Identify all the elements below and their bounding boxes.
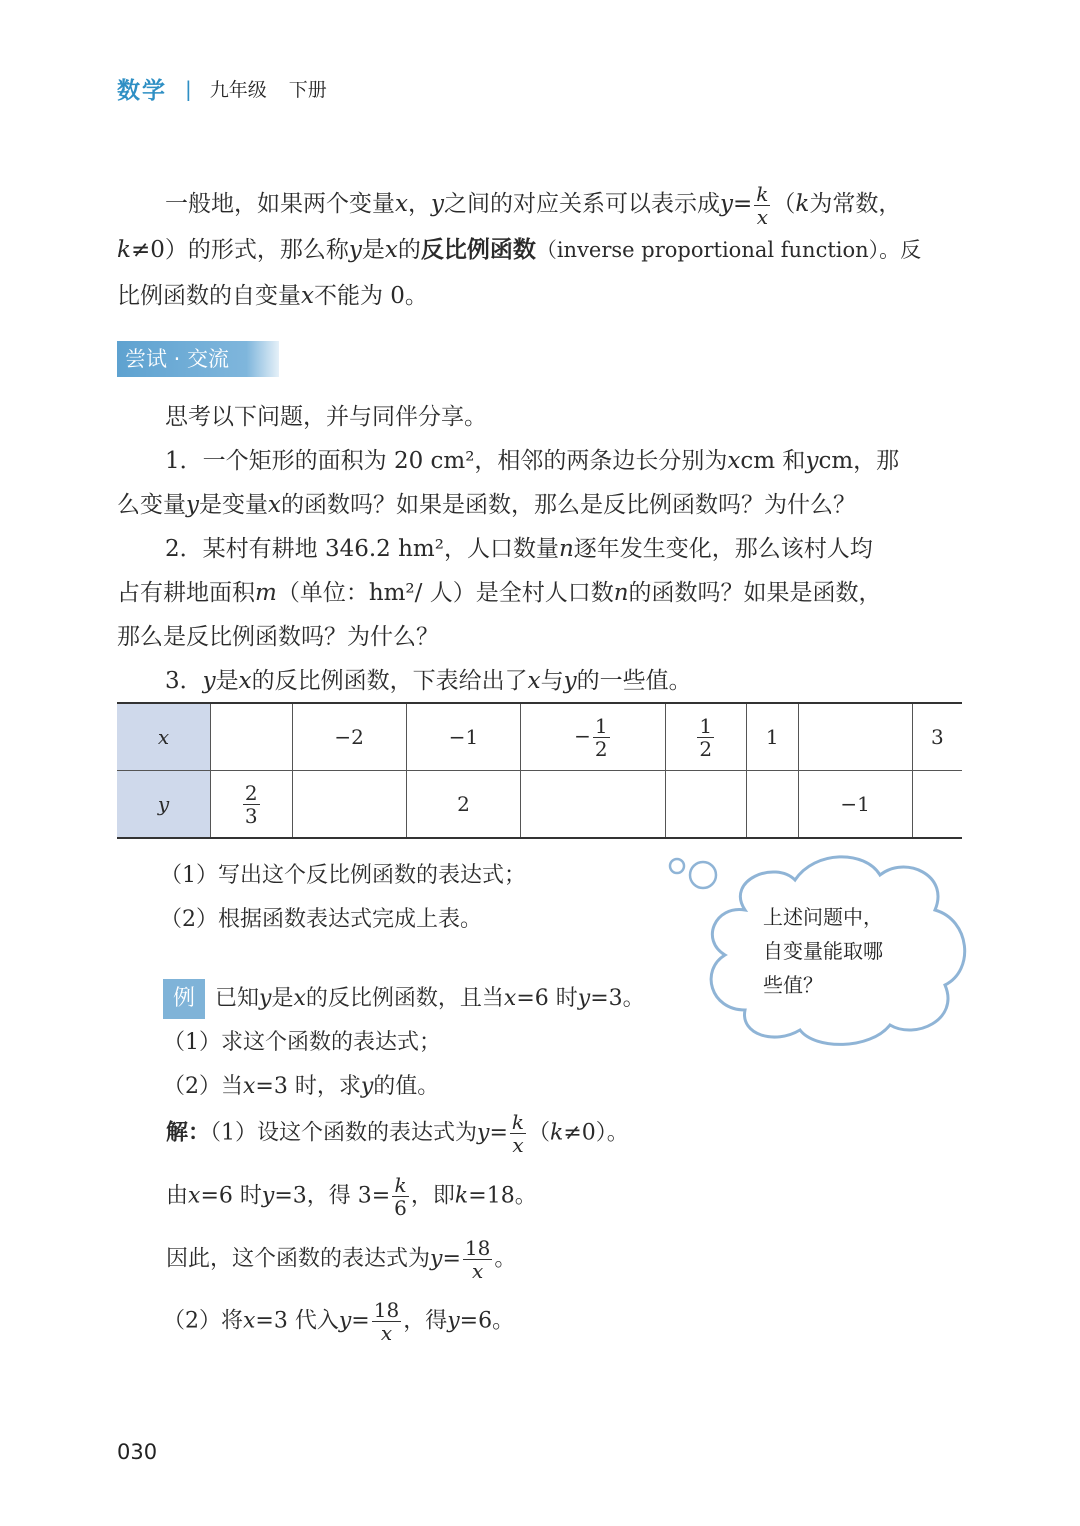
table-cell: $\frac{2}{3}$ [211,771,293,839]
table-cell: $\frac{1}{2}$ [665,703,747,771]
subject-title: 数学 [117,78,167,104]
row-label-y: y [117,771,211,839]
row-label-x: x [117,703,211,771]
solution-step-1: 解：（1）设这个函数的表达式为y= $\frac{k}{x}$ （k≠0）。 [166,1110,629,1157]
question-3: 3．y是x的反比例函数，下表给出了x与y的一些值。 [165,668,692,694]
table-cell [521,771,665,839]
example-block: 例 已知y是x的反比例函数，且当x=6 时y=3。 （1）求这个函数的表达式； （2）当x=3 时，求y的值。 [163,977,763,1109]
solution-step-4: （2）将x=3 代入y= $\frac{18}{x}$ ，得y=6。 [163,1298,515,1345]
question-2: 2．某村有耕地 346.2 hm²，人口数量n逐年发生变化，那么该村人均 [165,536,873,562]
solution-step-3: 因此，这个函数的表达式为y= $\frac{18}{x}$ 。 [166,1236,517,1283]
definition-paragraph: 一般地，如果两个变量x，y之间的对应关系可以表示成y= $\frac{k}{x}$ （k为常数， k≠0）的形式，那么称y是x的反比例函数（inverse proportional function）。反 比例函数的自变量x不能为 0。 [117,181,922,309]
table-row-y [117,771,962,839]
thought-cloud-text: 上述问题中， 自变量能取哪 些值？ [763,905,883,997]
table-cell [292,771,406,839]
table-subquestions: （1）写出这个反比例函数的表达式； （2）根据函数表达式完成上表。 [160,863,526,932]
table-cell: −1 [798,771,912,839]
table-cell: −2 [292,703,406,771]
header-separator: | [185,76,192,101]
table-cell: 2 [406,771,520,839]
table-cell: − $\frac{1}{2}$ [521,703,665,771]
table-cell [912,771,962,839]
table-cell: 3 [912,703,962,771]
table-cell [665,771,747,839]
solution-step-2: 由x=6 时y=3，得 3= $\frac{k}{6}$ ，即k=18。 [166,1173,537,1220]
page-number: 030 [117,1440,158,1464]
term-inverse-proportional: 反比例函数 [420,237,536,263]
questions-block: 思考以下问题，并与同伴分享。 1．一个矩形的面积为 20 cm²，相邻的两条边长分别为xcm 和ycm，那 么变量y是变量x的函数吗？如果是函数，那么是反比例函数吗？为什么？ 2．某村有耕地 346.2 hm²，人口数量n逐年发生变化，那么该村人均 占有耕地面积m（单位：hm²/ 人）是全村人口数n的函数吗？如果是函数， 那么是反比例函数吗？为什么？ 3．y是x的反比例函数，下表给出了x与y的一些值。 [117,395,967,703]
table-cell [798,703,912,771]
section-title-try-discuss: 尝试 · 交流 [117,341,279,377]
question-1: 1．一个矩形的面积为 20 cm²，相邻的两条边长分别为xcm 和ycm，那 [165,448,900,474]
table-cell: 1 [747,703,799,771]
xy-values-table [117,702,962,839]
page-header [117,72,327,105]
volume-label: 下册 [288,79,327,101]
grade-label: 九年级 [209,79,267,101]
table-cell [747,771,799,839]
example-badge: 例 [163,979,205,1019]
table-row-x [117,703,962,771]
fraction-k-over-x: $\frac{k}{x}$ [756,181,769,229]
table-cell [211,703,293,771]
table-cell: −1 [406,703,520,771]
